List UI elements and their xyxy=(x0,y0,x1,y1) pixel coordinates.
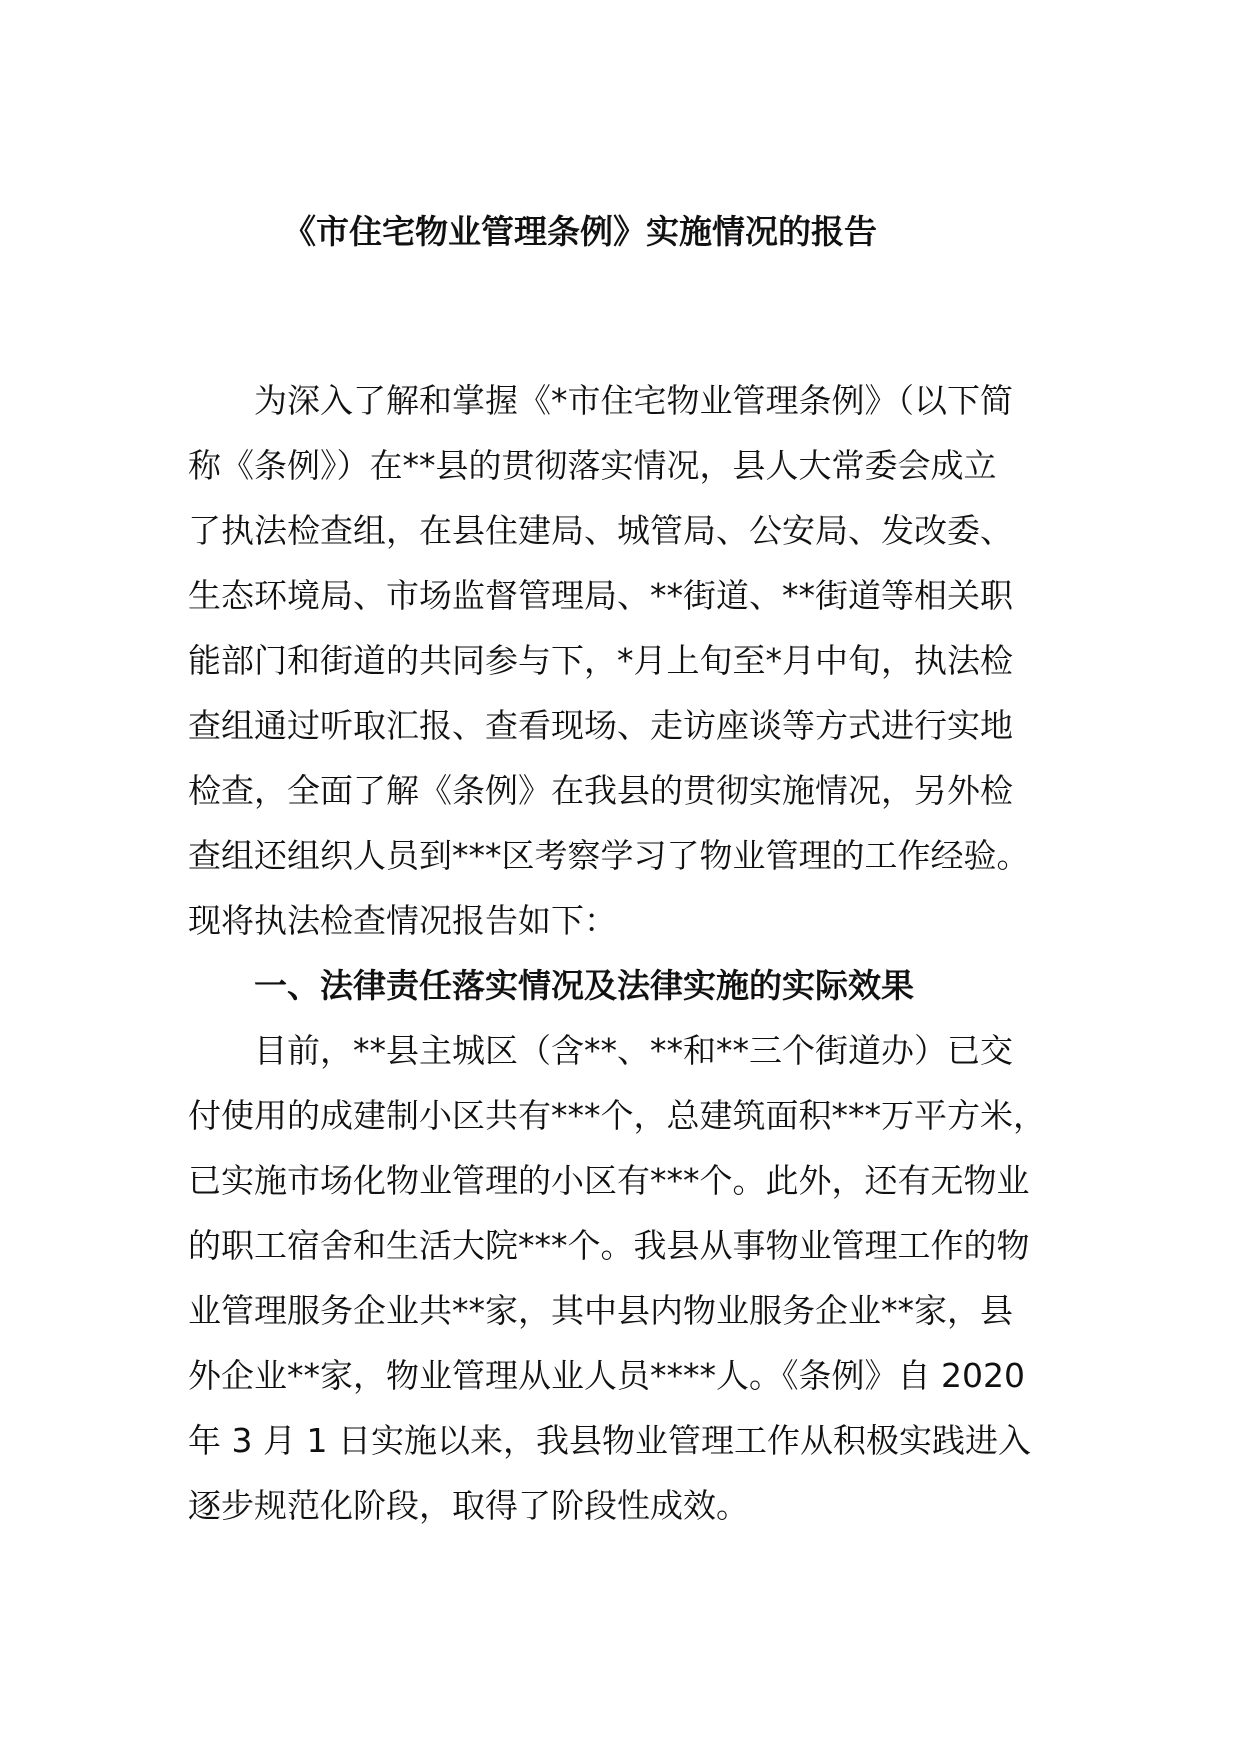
text-line: 称《条例》）在**县的贯彻落实情况，县人大常委会成立 xyxy=(188,446,997,485)
text-line: 能部门和街道的共同参与下，*月上旬至*月中旬，执法检 xyxy=(188,641,1013,680)
paragraph-intro xyxy=(188,368,1078,953)
text-line: 业管理服务企业共**家，其中县内物业服务企业**家，县 xyxy=(188,1291,1013,1330)
text-line: 检查，全面了解《条例》在我县的贯彻实施情况，另外检 xyxy=(188,771,1013,810)
text-line: 目前，**县主城区（含**、**和**三个街道办）已交 xyxy=(254,1031,1013,1070)
text-line: 查组还组织人员到***区考察学习了物业管理的工作经验。 xyxy=(188,836,1030,875)
text-line: 为深入了解和掌握《*市住宅物业管理条例》（以下简 xyxy=(254,381,1013,420)
text-line: 逐步规范化阶段，取得了阶段性成效。 xyxy=(188,1486,749,1525)
section-heading: 一、法律责任落实情况及法律实施的实际效果 xyxy=(254,966,914,1005)
text-line: 年 3 月 1 日实施以来，我县物业管理工作从积极实践进入 xyxy=(188,1421,1031,1460)
text-line: 的职工宿舍和生活大院***个。我县从事物业管理工作的物 xyxy=(188,1226,1030,1265)
text-line: 已实施市场化物业管理的小区有***个。此外，还有无物业 xyxy=(188,1161,1030,1200)
text-line: 了执法检查组，在县住建局、城管局、公安局、发改委、 xyxy=(188,511,1013,550)
document-title: 《市住宅物业管理条例》实施情况的报告 xyxy=(283,212,877,251)
paragraph-status xyxy=(188,1018,1078,1538)
text-line: 付使用的成建制小区共有***个，总建筑面积***万平方米， xyxy=(188,1096,1046,1135)
text-line: 外企业**家，物业管理从业人员****人。《条例》自 2020 xyxy=(188,1356,1025,1395)
text-line: 生态环境局、市场监督管理局、**街道、**街道等相关职 xyxy=(188,576,1013,615)
text-line: 现将执法检查情况报告如下： xyxy=(188,901,617,940)
document-body xyxy=(188,368,1078,1538)
text-line: 查组通过听取汇报、查看现场、走访座谈等方式进行实地 xyxy=(188,706,1013,745)
